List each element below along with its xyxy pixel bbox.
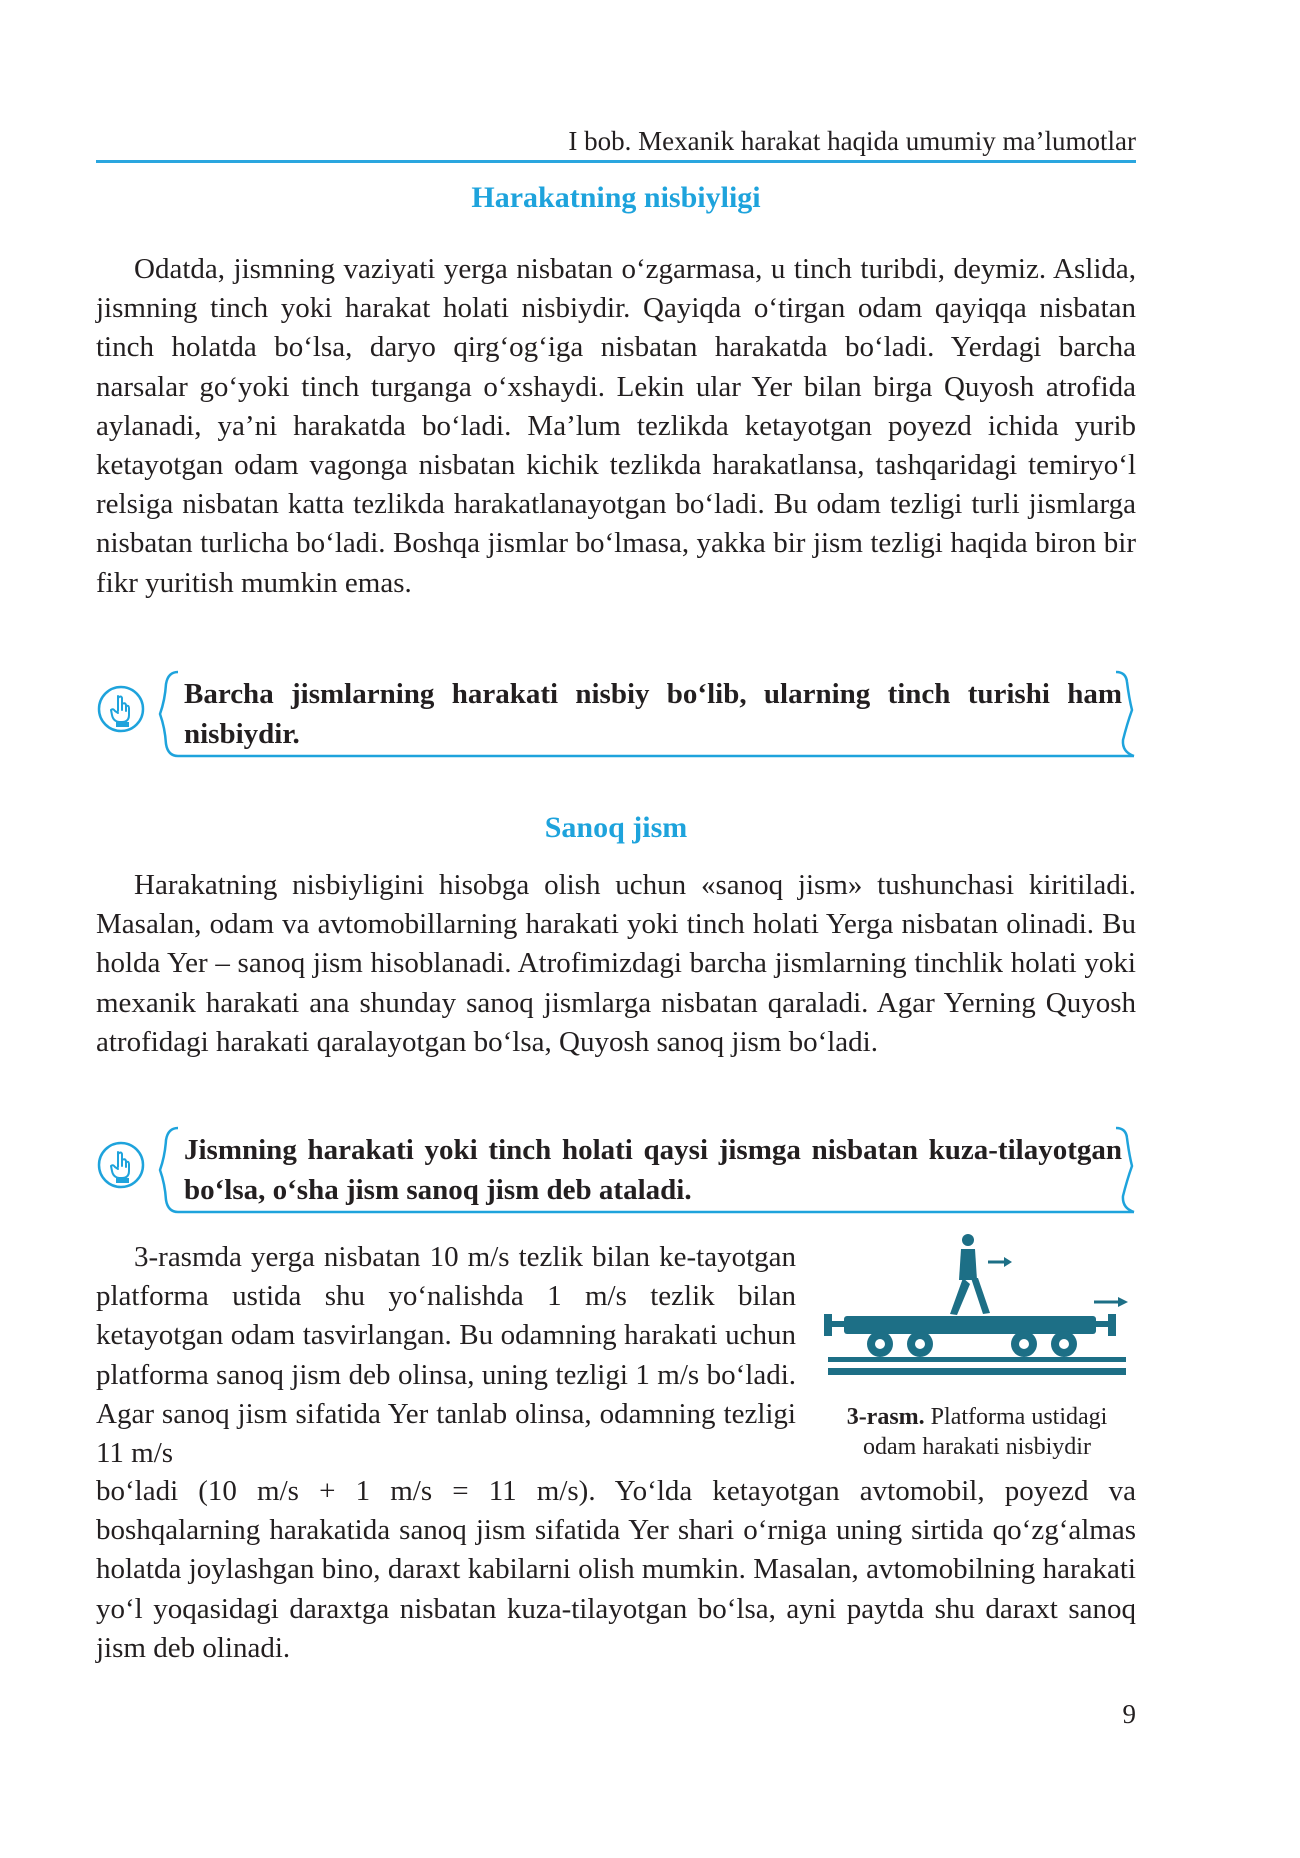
page-number: 9: [1122, 1699, 1136, 1729]
section-title-reference-body: Sanoq jism: [544, 811, 688, 844]
rule-text-reference-body: Jismning harakati yoki tinch holati qaysi jismga nisbatan kuza-tilayotgan bo‘lsa, o‘sha jism sanoq jism deb ataladi.: [184, 1134, 1122, 1206]
paragraph-relativity: Odatda, jismning vaziyati yerga nisbatan o‘zgarmasa, u tinch turibdi, deymiz. Aslida, jismning tinch yoki harakat holati nisbiydir. Qayiqda o‘tirgan odam qayiqqa nisbatan tinch holatda bo‘lsa, daryo qirg‘og‘iga nisbatan harakatda bo‘ladi. Yerdagi barcha narsalar go‘yoki tinch turganga o‘xshaydi. Lekin ular Yer bilan birga Quyosh atrofida aylanadi, ya’ni harakatda bo‘ladi. Ma’lum tezlikda ketayotgan poyezd ichida yurib ketayotgan odam vagonga nisbatan kichik tezlikda harakatlansa, tashqaridagi temiryo‘l relsiga nisbatan katta tezlikda harakatlanayotgan bo‘ladi. Bu odam tezligi turli jismlarga nisbatan turlicha bo‘ladi. Boshqa jismlar bo‘lmasa, yakka bir jism tezligi haqida biron bir fikr yuritish mumkin emas.: [96, 253, 1136, 599]
paragraph-platform-continued: bo‘ladi (10 m/s + 1 m/s = 11 m/s). Yo‘lda ketayotgan avtomobil, poyezd va boshqalarning harakatida sanoq jism sifatida Yer shari o‘rniga uning sirtida qo‘zg‘almas holatda joylashgan bino, daraxt kabilarni olish mumkin. Masalan, avtomobilning harakati yo‘l yoqasidagi daraxtga nisbatan kuza-tilayotgan bo‘lsa, ayni paytda shu daraxt sanoq jism deb olinadi.: [96, 1475, 1136, 1664]
paragraph-platform-example: 3-rasmda yerga nisbatan 10 m/s tezlik bilan ke-tayotgan platforma ustida shu yo‘nalishda 1 m/s tezlik bilan ketayotgan odam tasvirlangan. Bu odamning harakati uchun platforma sanoq jism deb olinsa, uning tezligi 1 m/s bo‘ladi. Agar sanoq jism sifatida Yer tanlab olinsa, odamning tezligi 11 m/s: [96, 1241, 796, 1470]
figure-caption: [818, 1402, 1136, 1462]
header-divider: [96, 160, 1136, 163]
figure-label: 3-rasm.: [846, 1404, 925, 1430]
rule-text-relativity: Barcha jismlarning harakati nisbiy bo‘lib, ularning tinch turishi ham nisbiydir.: [184, 678, 1122, 750]
rule-box-reference-body: [96, 1126, 1136, 1214]
pointing-hand-icon: [96, 1140, 146, 1190]
platform-figure: [818, 1212, 1136, 1392]
section-title-relativity: Harakatning nisbiyligi: [471, 181, 761, 214]
figure-caption-text: Platforma ustidagi odam harakati nisbiydir: [863, 1404, 1108, 1460]
rule-box-relativity: [96, 670, 1136, 758]
pointing-hand-icon: [96, 684, 146, 734]
running-header: I bob. Mexanik harakat haqida umumiy ma’lumotlar: [568, 126, 1136, 156]
paragraph-reference-body: Harakatning nisbiyligini hisobga olish uchun «sanoq jism» tushunchasi kiritiladi. Masalan, odam va avtomobillarning harakati yoki tinch holati Yerga nisbatan olinadi. Bu holda Yer – sanoq jism hisoblanadi. Atrofimizdagi barcha jismlarning tinchlik holati yoki mexanik harakati ana shunday sanoq jismlarga nisbatan qaraladi. Agar Yerning Quyosh atrofidagi harakati qaralayotgan bo‘lsa, Quyosh sanoq jism bo‘ladi.: [96, 869, 1136, 1058]
